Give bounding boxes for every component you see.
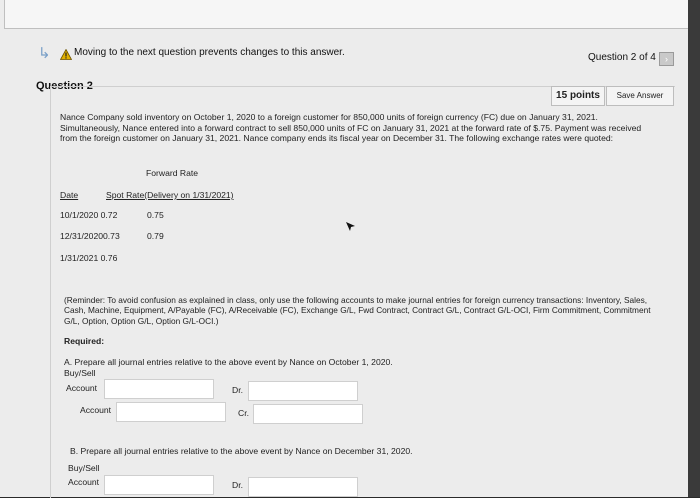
table-row2-date-spot: 12/31/20200.73 bbox=[60, 231, 120, 241]
part-a-buy-sell-label: Buy/Sell bbox=[64, 368, 96, 378]
part-b-prompt: B. Prepare all journal entries relative to the above event by Nance on December 31, 2020. bbox=[70, 446, 413, 456]
question-title: Question 2 bbox=[36, 80, 93, 92]
part-a-cr-input[interactable] bbox=[253, 404, 363, 424]
reminder-text: (Reminder: To avoid confusion as explained in class, only use the following accounts to make journal entries for foreign currency transactions: Inventory, Sales, Cash, Machine, Equipment, A/Payable (FC), A/Receivable (FC), Exchange G/L, Fwd Contract, Contract G/L, Contract G/L-OCI, Firm Commitment, Commitment G/L, Option, Option G/L, Option G/L-OCI.) bbox=[64, 295, 651, 326]
part-a-account-input-1[interactable] bbox=[104, 379, 214, 399]
part-a-cr-label: Cr. bbox=[238, 408, 249, 418]
table-row1-forward: 0.75 bbox=[147, 210, 164, 220]
part-a-dr-input[interactable] bbox=[248, 381, 358, 401]
part-a-account-label-1: Account bbox=[66, 383, 98, 393]
table-caption: Forward Rate bbox=[146, 168, 199, 178]
warning-icon bbox=[60, 47, 72, 65]
part-a-dr-label: Dr. bbox=[232, 385, 243, 395]
required-label: Required: bbox=[64, 336, 105, 346]
save-answer-button[interactable]: Save Answer bbox=[606, 86, 674, 106]
part-a-account-input-2[interactable] bbox=[116, 402, 226, 422]
table-row1-date-spot: 10/1/2020 0.72 bbox=[60, 210, 118, 220]
next-question-button[interactable] bbox=[659, 52, 674, 66]
table-header-date: Date bbox=[60, 190, 79, 200]
part-b-dr-input[interactable] bbox=[248, 477, 358, 497]
question-panel bbox=[50, 86, 675, 498]
part-a-prompt: A. Prepare all journal entries relative to the above event by Nance on October 1, 2020. bbox=[64, 357, 393, 367]
table-row2-forward: 0.79 bbox=[147, 231, 164, 241]
part-b-dr-label: Dr. bbox=[232, 480, 243, 490]
question-counter: Question 2 of 4 bbox=[588, 52, 656, 63]
question-body: Nance Company sold inventory on October 1, 2020 to a foreign customer for 850,000 units of foreign currency (FC) due on January 31, 2021. Simultaneously, Nance entered into a forward contract to sell 850,000 units of FC on January 31, 2021 at the forward rate of $.75. Payment was received from the foreign customer on January 31, 2021. Nance company ends its fiscal year on December 31. The following exchange rates were quoted: bbox=[60, 112, 642, 143]
previous-question-frame bbox=[4, 0, 690, 29]
navigation-warning-bar bbox=[0, 40, 688, 74]
cursor-arrow-icon bbox=[346, 222, 356, 232]
table-row3-date-spot: 1/31/2021 0.76 bbox=[60, 253, 118, 263]
warning-text: Moving to the next question prevents changes to this answer. bbox=[74, 47, 345, 58]
back-arrow-icon: ↳ bbox=[38, 45, 51, 62]
part-b-buy-sell-label: Buy/Sell bbox=[68, 463, 100, 473]
points-badge: 15 points bbox=[551, 86, 605, 106]
part-b-account-input-1[interactable] bbox=[104, 475, 214, 495]
part-b-account-label-1: Account bbox=[68, 477, 100, 487]
part-a-account-label-2: Account bbox=[80, 405, 112, 415]
chevron-right-icon: › bbox=[665, 54, 668, 64]
screen-edge bbox=[688, 0, 700, 497]
table-header-spot: Spot Rate(Delivery on 1/31/2021) bbox=[106, 190, 234, 200]
